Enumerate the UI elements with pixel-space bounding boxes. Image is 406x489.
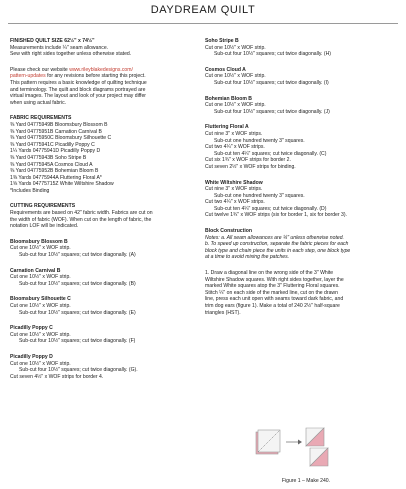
cut-instruction: Cut one 10½" x WOF strip.	[205, 44, 266, 51]
fabric-item: ⅜ Yard 04775943B Soho Stripe B	[10, 154, 87, 161]
subcut-instruction: Sub-cut ten 4¼" squares; cut twice diagonally. (D)	[214, 205, 327, 212]
page-title: DAYDREAM QUILT	[150, 4, 256, 16]
cut-instruction: Cut twelve 1¾" x WOF strips (six for border 1, six for border 3).	[205, 212, 347, 219]
construction-note: block type and chain piece the units in each step, one block type	[205, 247, 351, 254]
fabric-footnote: *Includes Binding	[10, 187, 50, 194]
subcut-instruction: Sub-cut four 10½" squares; cut twice diagonally. (F)	[19, 338, 136, 345]
website-note-line	[10, 67, 200, 74]
fabric-section-heading: Fluttering Floral A	[205, 124, 249, 131]
cut-instruction: Cut one 10½" x WOF strip.	[10, 331, 71, 338]
website-note-line: when using actual fabric.	[10, 99, 67, 106]
website-note-text: for any revisions before starting this project.	[45, 73, 146, 80]
cut-instruction: Cut two 4¼" x WOF strips.	[205, 144, 265, 151]
fabric-section-heading: Bohemian Bloom B	[205, 95, 252, 102]
fabric-item: ⅜ Yard 04775941C Picadilly Poppy C	[10, 141, 95, 148]
block-construction-heading: Block Construction	[205, 228, 252, 235]
figure-1	[238, 408, 348, 478]
subcut-instruction: Sub-cut ten 4¼" squares; cut twice diagonally. (C)	[214, 150, 327, 157]
website-link[interactable]: www.rileyblakedesigns.com/	[69, 66, 133, 73]
half-square-triangle-unit	[310, 448, 328, 466]
pattern-updates-link[interactable]: pattern-updates	[10, 73, 46, 80]
construction-note: at a time to avoid mixing the patches.	[205, 254, 290, 261]
construction-note: Notes: a. All seam allowances are ¼" unless otherwise noted.	[205, 234, 344, 241]
subcut-instruction: Sub-cut four 10½" squares; cut twice diagonally. (E)	[19, 309, 136, 316]
fabric-section-heading: Bloomsbury Blossom B	[10, 238, 68, 245]
subcut-instruction: Sub-cut four 10½" squares; cut twice diagonally. (A)	[19, 252, 136, 259]
right-column	[205, 38, 397, 316]
cut-instruction: Cut six 1¾" x WOF strips for border 2.	[205, 157, 291, 164]
fabric-item: ⅜ Yard 04775945A Cosmos Cloud A	[10, 161, 93, 168]
cut-instruction: Cut seven 4½" x WOF strips for border 4.	[10, 373, 104, 380]
fabric-section-heading: Bloomsbury Silhouette C	[10, 296, 71, 303]
subcut-instruction: Sub-cut four 10½" squares; cut twice diagonally. (H)	[214, 51, 331, 58]
subcut-instruction: Sub-cut one hundred twenty 3" squares.	[214, 137, 305, 144]
fabric-section-heading: Picadilly Poppy D	[10, 353, 53, 360]
figure-1-caption: Figure 1 – Make 240.	[281, 478, 331, 484]
website-note-line: This pattern requires a basic knowledge of quilting technique	[10, 79, 147, 86]
subcut-instruction: Sub-cut four 10½" squares; cut twice diagonally. (J)	[214, 108, 330, 115]
subcut-instruction: Sub-cut four 10½" squares; cut twice diagonally. (G).	[19, 367, 138, 374]
construction-step: Wiltshire Shadow squares. With right sides together, layer the	[205, 276, 344, 283]
fabric-item: ⅜ Yard 04775951B Carnation Carnival B	[10, 128, 102, 135]
subcut-instruction: Sub-cut four 10½" squares; cut twice diagonally. (I)	[214, 79, 329, 86]
cut-instruction: Cut one 10½" x WOF strip.	[10, 303, 71, 309]
fabric-section-heading: Picadilly Poppy C	[10, 325, 53, 332]
construction-note: b. To speed up construction, separate the fabric pieces for each	[205, 241, 349, 248]
website-note-line: virtual images. The layout and look of your project may differ	[10, 93, 146, 100]
fabric-item: ⅜ Yard 04775952B Bohemian Bloom B	[10, 168, 99, 175]
finished-size-heading: FINISHED QUILT SIZE 62½" x 74½"	[10, 38, 95, 44]
cut-instruction: Cut nine 3" x WOF strips.	[205, 130, 263, 137]
fabric-section-heading: Carnation Carnival B	[10, 267, 61, 274]
website-note-line	[10, 73, 200, 80]
finished-line: Measurements include ¼" seam allowance.	[10, 44, 109, 51]
fabric-item: 1⅝ Yards 04775715Z White Wiltshire Shadow	[10, 181, 114, 188]
website-note-text: Please check our website	[10, 66, 70, 73]
cut-instruction: Cut one 10½" x WOF strip.	[205, 102, 266, 109]
cutting-line: the width of fabric (WOF). When cut on the length of fabric, the	[10, 216, 152, 223]
construction-step: line, press each unit open with seams toward dark fabric, and	[205, 296, 344, 303]
fabric-item: ⅜ Yard 04775949B Bloomsbury Blossom B	[10, 121, 108, 128]
fabric-requirements-heading: FABRIC REQUIREMENTS	[10, 115, 72, 122]
construction-step: triangles (HST).	[205, 309, 241, 316]
construction-step: marked White squares atop the 3" Fluttering Floral squares.	[205, 283, 340, 290]
website-note-line: and terminology. The quilt and block diagrams portrayed are	[10, 86, 146, 93]
cut-instruction: Cut one 10½" x WOF strip.	[205, 73, 266, 80]
subcut-instruction: Sub-cut four 10½" squares; cut twice diagonally. (B)	[19, 280, 136, 287]
half-square-triangle-unit	[306, 428, 324, 446]
construction-step: 1. Draw a diagonal line on the wrong side of the 3" White	[205, 270, 334, 277]
title-divider	[8, 23, 398, 24]
fabric-item: ⅜ Yard 04775950C Bloomsbury Silhouette C	[10, 135, 112, 142]
left-column	[10, 38, 200, 380]
arrow-right-icon	[286, 440, 302, 445]
finished-line: Sew with right sides together unless otherwise stated.	[10, 51, 132, 58]
cut-instruction: Cut one 10½" x WOF strip.	[10, 360, 71, 367]
cutting-line: Requirements are based on 42" fabric width. Fabrics are cut on	[10, 210, 153, 217]
cut-instruction: Cut nine 3" x WOF strips.	[205, 186, 263, 193]
construction-step: Stitch ¼" on each side of the marked line, cut on the drawn	[205, 289, 338, 296]
layered-squares-unit	[256, 430, 280, 454]
cut-instruction: Cut seven 2½" x WOF strips for binding.	[205, 163, 296, 170]
subcut-instruction: Sub-cut one hundred twenty 3" squares.	[214, 192, 305, 199]
fabric-section-heading: Cosmos Cloud A	[205, 66, 246, 73]
cutting-line: notation LOF will be indicated.	[10, 223, 79, 230]
hst-diagram	[238, 408, 348, 478]
fabric-section-heading: White Wiltshire Shadow	[205, 179, 263, 186]
cut-instruction: Cut two 4¼" x WOF strips.	[205, 199, 265, 206]
cut-instruction: Cut one 10½" x WOF strip.	[10, 245, 71, 252]
fabric-item: 1¼ Yards 04775941D Picadilly Poppy D	[10, 148, 101, 155]
cutting-requirements-heading: CUTTING REQUIREMENTS	[10, 203, 76, 210]
fabric-item: 1⅜ Yards 04775944A Fluttering Floral A*	[10, 174, 102, 181]
construction-step: trim dog ears (figure 1). Make a total of 240 2½" half-square	[205, 303, 340, 309]
fabric-section-heading: Soho Stripe B	[205, 38, 239, 44]
cut-instruction: Cut one 10½" x WOF strip.	[10, 274, 71, 281]
